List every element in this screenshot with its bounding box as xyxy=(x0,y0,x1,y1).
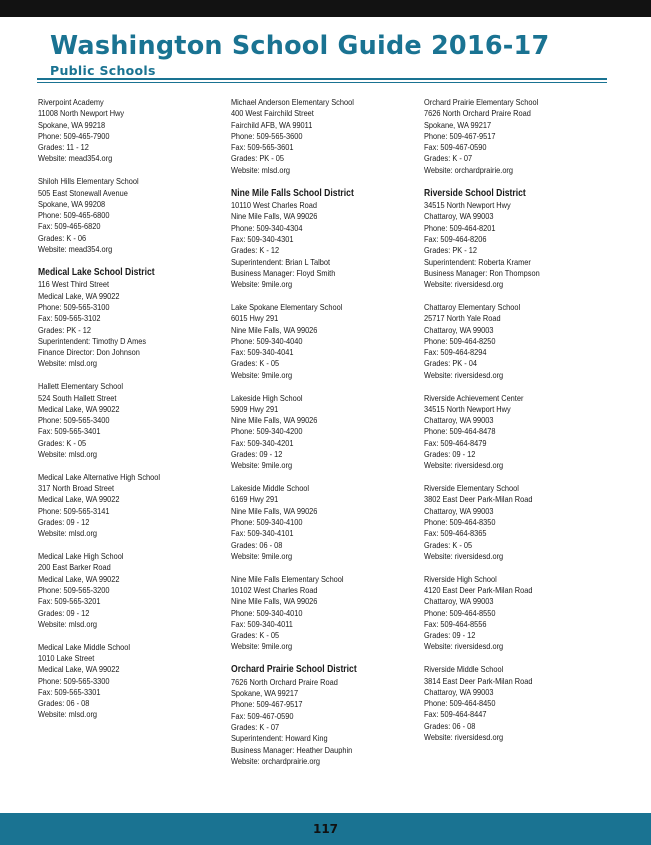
entry-detail-line: Fax: 509-340-4201 xyxy=(231,437,294,448)
school-name: Riverside High School xyxy=(424,573,497,584)
school-name: Riverside Elementary School xyxy=(424,483,519,494)
entry-detail-line: Grades: 09 - 12 xyxy=(424,630,476,641)
entry-detail-line: Grades: 11 - 12 xyxy=(38,142,89,153)
entry-detail-line: Phone: 509-464-8550 xyxy=(424,607,496,618)
entry-detail-line: Phone: 509-340-4040 xyxy=(231,335,303,346)
entry-detail-line: Website: mlsd.org xyxy=(38,618,98,629)
entry-detail-line: Fax: 509-340-4041 xyxy=(231,347,294,358)
entry-detail-line: Website: mlsd.org xyxy=(38,528,98,539)
entry-detail-line: Superintendent: Timothy D Ames xyxy=(38,335,147,346)
district-entry xyxy=(38,267,223,370)
school-name: Medical Lake High School xyxy=(38,551,124,562)
entry-detail-line: 7626 North Orchard Praire Road xyxy=(231,676,338,687)
school-entry xyxy=(231,302,416,381)
entry-detail-line: Phone: 509-565-3141 xyxy=(38,505,110,516)
school-entry xyxy=(424,483,609,562)
school-name: Riverpoint Academy xyxy=(38,97,104,107)
school-name: Shiloh Hills Elementary School xyxy=(38,176,139,187)
entry-detail-line: 5909 Hwy 291 xyxy=(231,403,279,414)
entry-detail-line: Grades: PK - 05 xyxy=(231,153,284,164)
school-entry xyxy=(38,97,223,165)
entry-detail-line: Website: riversidesd.org xyxy=(424,279,504,290)
school-name: Chattaroy Elementary School xyxy=(424,301,521,312)
entry-detail-line: Grades: 09 - 12 xyxy=(231,449,283,460)
entry-detail-line: Phone: 509-464-8350 xyxy=(424,517,496,527)
header-rule-thick xyxy=(37,78,607,80)
entry-detail-line: Grades: K - 05 xyxy=(38,437,87,448)
entry-detail-line: 400 West Fairchild Street xyxy=(231,108,314,119)
school-entry xyxy=(231,393,416,472)
entry-detail-line: 25717 North Yale Road xyxy=(424,313,501,324)
entry-detail-line: Website: riversidesd.org xyxy=(424,460,504,471)
entry-detail-line: Grades: K - 07 xyxy=(424,153,473,164)
entry-detail-line: Fax: 509-565-3301 xyxy=(38,686,101,697)
school-entry xyxy=(38,551,223,630)
entry-detail-line: 10102 West Charles Road xyxy=(231,584,318,595)
entry-detail-line: Finance Director: Don Johnson xyxy=(38,347,140,358)
entry-detail-line: Grades: PK - 04 xyxy=(424,358,477,369)
entry-detail-line: Superintendent: Brian L Talbot xyxy=(231,256,331,267)
school-entry xyxy=(424,393,609,472)
entry-detail-line: Medical Lake, WA 99022 xyxy=(38,290,120,301)
entry-detail-line: 116 West Third Street xyxy=(38,279,110,290)
school-name: Michael Anderson Elementary School xyxy=(231,97,354,107)
entry-detail-line: Website: 9mile.org xyxy=(231,279,293,290)
entry-detail-line: Fax: 509-467-0590 xyxy=(231,710,294,721)
school-name: Hallett Elementary School xyxy=(38,381,124,392)
entry-detail-line: 524 South Hallett Street xyxy=(38,392,117,403)
entry-detail-line: Website: riversidesd.org xyxy=(424,550,504,561)
entry-detail-line: Grades: 09 - 12 xyxy=(38,517,90,527)
entry-detail-line: Grades: 06 - 08 xyxy=(38,698,90,709)
entry-detail-line: Medical Lake, WA 99022 xyxy=(38,664,120,675)
school-name: Nine Mile Falls Elementary School xyxy=(231,573,344,584)
entry-detail-line: Website: riversidesd.org xyxy=(424,369,504,380)
entry-detail-line: 6169 Hwy 291 xyxy=(231,494,279,505)
entry-detail-line: Website: orchardprairie.org xyxy=(231,755,321,766)
entry-detail-line: Grades: PK - 12 xyxy=(38,324,91,335)
entry-detail-line: Grades: 09 - 12 xyxy=(424,449,476,460)
entry-detail-line: Chattaroy, WA 99003 xyxy=(424,596,494,607)
header-rule-thin xyxy=(37,82,607,83)
school-entry xyxy=(38,381,223,460)
entry-detail-line: Website: mead354.org xyxy=(38,244,113,255)
entry-detail-line: Spokane, WA 99218 xyxy=(38,119,106,130)
entry-detail-line: 505 East Stonewall Avenue xyxy=(38,187,128,198)
entry-detail-line: Superintendent: Howard King xyxy=(231,733,328,744)
entry-detail-line: Grades: K - 06 xyxy=(38,232,87,243)
entry-detail-line: 7626 North Orchard Praire Road xyxy=(424,108,531,119)
entry-detail-line: Grades: 09 - 12 xyxy=(38,607,90,618)
entry-detail-line: Fax: 509-464-8206 xyxy=(424,233,487,244)
column-2 xyxy=(231,97,416,779)
entry-detail-line: Website: mlsd.org xyxy=(38,449,98,460)
entry-detail-line: Business Manager: Ron Thompson xyxy=(424,267,540,278)
entry-detail-line: Spokane, WA 99217 xyxy=(231,688,299,699)
district-name: Orchard Prairie School District xyxy=(231,664,357,676)
entry-detail-line: Website: 9mile.org xyxy=(231,460,293,471)
entry-detail-line: Nine Mile Falls, WA 99026 xyxy=(231,415,318,426)
entry-detail-line: 200 East Barker Road xyxy=(38,562,111,573)
entry-detail-line: Fax: 509-464-8365 xyxy=(424,528,487,539)
entry-detail-line: Phone: 509-565-3200 xyxy=(38,584,110,595)
district-name: Riverside School District xyxy=(424,187,526,199)
entry-detail-line: 3802 East Deer Park-Milan Road xyxy=(424,494,533,505)
entry-detail-line: Chattaroy, WA 99003 xyxy=(424,324,494,335)
entry-detail-line: 6015 Hwy 291 xyxy=(231,313,279,324)
entry-detail-line: Phone: 509-464-8250 xyxy=(424,335,496,346)
entry-detail-line: Website: 9mile.org xyxy=(231,641,293,652)
entry-detail-line: Website: riversidesd.org xyxy=(424,732,504,743)
entry-detail-line: Chattaroy, WA 99003 xyxy=(424,505,494,516)
entry-detail-line: Grades: K - 05 xyxy=(231,630,280,641)
entry-detail-line: Website: 9mile.org xyxy=(231,550,293,561)
entry-detail-line: Phone: 509-565-3100 xyxy=(38,301,110,312)
school-entry xyxy=(424,302,609,381)
entry-detail-line: Fax: 509-465-6820 xyxy=(38,221,101,232)
entry-detail-line: Grades: K - 05 xyxy=(424,539,473,550)
school-name: Riverside Achievement Center xyxy=(424,392,524,403)
page-title: Washington School Guide 2016-17 xyxy=(50,31,550,61)
entry-detail-line: Fax: 509-565-3601 xyxy=(231,142,294,153)
school-name: Riverside Middle School xyxy=(424,664,504,675)
entry-detail-line: Phone: 509-467-9517 xyxy=(231,699,303,710)
school-entry xyxy=(38,642,223,721)
entry-detail-line: Business Manager: Heather Dauphin xyxy=(231,744,353,755)
entry-detail-line: Phone: 509-340-4010 xyxy=(231,607,303,618)
entry-detail-line: 3814 East Deer Park-Milan Road xyxy=(424,675,533,686)
entry-detail-line: Spokane, WA 99217 xyxy=(424,119,492,130)
entry-detail-line: Phone: 509-464-8201 xyxy=(424,222,496,233)
school-name: Orchard Prairie Elementary School xyxy=(424,97,539,107)
page-header xyxy=(50,30,610,78)
entry-detail-line: Fax: 509-464-8556 xyxy=(424,618,487,629)
district-entry xyxy=(231,188,416,291)
school-entry xyxy=(424,574,609,653)
entry-detail-line: Fax: 509-467-0590 xyxy=(424,142,487,153)
entry-detail-line: Website: mlsd.org xyxy=(38,358,98,369)
district-entry xyxy=(424,188,609,291)
entry-detail-line: Grades: K - 05 xyxy=(231,358,280,369)
entry-detail-line: Phone: 509-565-3300 xyxy=(38,675,110,686)
entry-detail-line: 317 North Broad Street xyxy=(38,483,115,494)
entry-detail-line: 10110 West Charles Road xyxy=(231,200,317,211)
column-3 xyxy=(424,97,609,755)
school-entry xyxy=(231,574,416,653)
school-name: Lake Spokane Elementary School xyxy=(231,301,343,312)
entry-detail-line: Fax: 509-340-4101 xyxy=(231,528,294,539)
entry-detail-line: Fax: 509-565-3102 xyxy=(38,313,101,324)
entry-detail-line: Phone: 509-464-8450 xyxy=(424,698,496,709)
entry-detail-line: Fax: 509-340-4301 xyxy=(231,233,294,244)
entry-detail-line: Phone: 509-464-8478 xyxy=(424,426,496,437)
entry-detail-line: 34515 North Newport Hwy xyxy=(424,403,511,414)
entry-detail-line: Fax: 509-464-8479 xyxy=(424,437,487,448)
entry-detail-line: Website: mead354.org xyxy=(38,153,113,164)
entry-detail-line: Nine Mile Falls, WA 99026 xyxy=(231,505,318,516)
entry-detail-line: Fax: 509-464-8447 xyxy=(424,709,487,720)
entry-detail-line: Phone: 509-565-3400 xyxy=(38,415,110,426)
district-entry xyxy=(231,664,416,767)
school-entry xyxy=(231,483,416,562)
entry-detail-line: Website: orchardprairie.org xyxy=(424,164,514,175)
entry-detail-line: Phone: 509-340-4304 xyxy=(231,222,303,233)
entry-detail-line: Nine Mile Falls, WA 99026 xyxy=(231,596,318,607)
school-name: Medical Lake Alternative High School xyxy=(38,471,161,482)
school-entry xyxy=(38,176,223,255)
entry-detail-line: Phone: 509-467-9517 xyxy=(424,130,496,141)
entry-detail-line: Chattaroy, WA 99003 xyxy=(424,211,494,222)
entry-detail-line: 34515 North Newport Hwy xyxy=(424,200,511,211)
entry-detail-line: Phone: 509-340-4100 xyxy=(231,517,303,527)
entry-detail-line: Medical Lake, WA 99022 xyxy=(38,403,120,414)
entry-detail-line: Medical Lake, WA 99022 xyxy=(38,573,120,584)
school-entry xyxy=(424,664,609,743)
entry-detail-line: Business Manager: Floyd Smith xyxy=(231,267,336,278)
column-1 xyxy=(38,97,223,732)
entry-detail-line: Fax: 509-565-3401 xyxy=(38,426,101,437)
entry-detail-line: Fairchild AFB, WA 99011 xyxy=(231,119,313,130)
entry-detail-line: Website: riversidesd.org xyxy=(424,641,504,652)
school-name: Medical Lake Middle School xyxy=(38,641,131,652)
school-name: Lakeside High School xyxy=(231,392,303,403)
entry-detail-line: Website: mlsd.org xyxy=(231,164,291,175)
entry-detail-line: Website: 9mile.org xyxy=(231,369,293,380)
entry-detail-line: Chattaroy, WA 99003 xyxy=(424,686,494,697)
entry-detail-line: 4120 East Deer Park-Milan Road xyxy=(424,584,533,595)
entry-detail-line: Phone: 509-565-3600 xyxy=(231,130,303,141)
school-entry xyxy=(424,97,609,176)
entry-detail-line: 1010 Lake Street xyxy=(38,652,95,663)
entry-detail-line: Grades: K - 07 xyxy=(231,721,280,732)
entry-detail-line: Chattaroy, WA 99003 xyxy=(424,415,494,426)
school-entry xyxy=(38,472,223,540)
school-name: Lakeside Middle School xyxy=(231,483,310,494)
entry-detail-line: Medical Lake, WA 99022 xyxy=(38,494,120,505)
entry-detail-line: Nine Mile Falls, WA 99026 xyxy=(231,211,318,222)
entry-detail-line: Superintendent: Roberta Kramer xyxy=(424,256,531,267)
entry-detail-line: Grades: K - 12 xyxy=(231,245,280,256)
entry-detail-line: Phone: 509-340-4200 xyxy=(231,426,303,437)
entry-detail-line: Grades: PK - 12 xyxy=(424,245,477,256)
entry-detail-line: Fax: 509-340-4011 xyxy=(231,618,293,629)
entry-detail-line: Grades: 06 - 08 xyxy=(424,720,476,731)
entry-detail-line: Phone: 509-465-7900 xyxy=(38,130,110,141)
district-name: Medical Lake School District xyxy=(38,266,155,278)
district-name: Nine Mile Falls School District xyxy=(231,187,354,199)
school-entry xyxy=(231,97,416,176)
top-bar xyxy=(0,0,651,17)
entry-detail-line: 11008 North Newport Hwy xyxy=(38,108,125,119)
entry-detail-line: Website: mlsd.org xyxy=(38,709,98,720)
entry-detail-line: Phone: 509-465-6800 xyxy=(38,210,110,221)
page-number: 117 xyxy=(312,822,339,836)
entry-detail-line: Nine Mile Falls, WA 99026 xyxy=(231,324,318,335)
entry-detail-line: Grades: 06 - 08 xyxy=(231,539,283,550)
entry-detail-line: Fax: 509-464-8294 xyxy=(424,347,487,358)
entry-detail-line: Fax: 509-565-3201 xyxy=(38,596,101,607)
entry-detail-line: Spokane, WA 99208 xyxy=(38,198,106,209)
page-subtitle: Public Schools xyxy=(50,63,156,78)
